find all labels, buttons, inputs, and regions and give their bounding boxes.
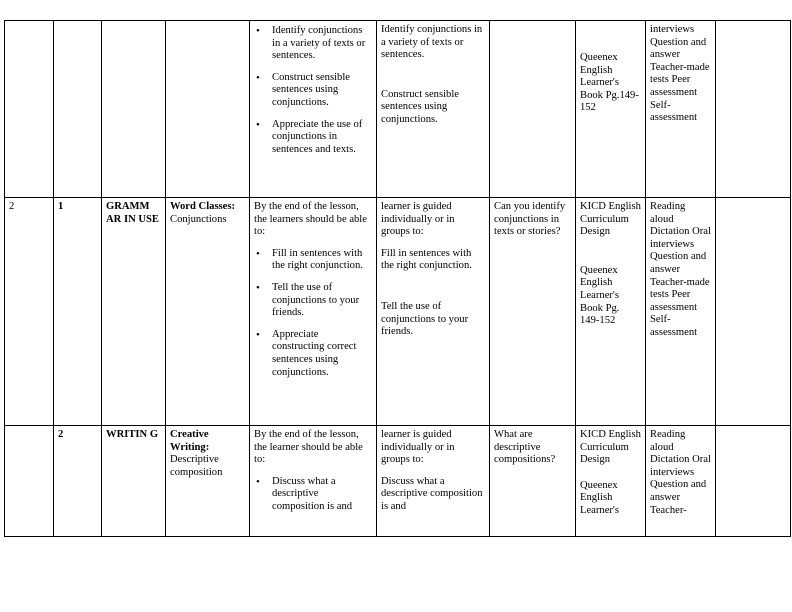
lesson-cell xyxy=(54,21,102,198)
outcomes-intro: By the end of the lesson, the learner should be able to: xyxy=(254,429,363,466)
table-row xyxy=(5,21,791,198)
outcomes-intro: By the end of the lesson, the learners should be able to: xyxy=(254,201,367,238)
strand-cell xyxy=(102,21,166,198)
outcomes-list xyxy=(254,25,372,156)
learning-experiences-cell xyxy=(377,21,490,198)
strand-cell: GRAMM AR IN USE xyxy=(102,198,166,426)
reflection-cell xyxy=(716,426,791,537)
resource-text: Queenex English Learner's xyxy=(580,479,619,516)
resources-cell xyxy=(576,426,646,537)
outcomes-list xyxy=(254,248,372,379)
learning-experiences-cell xyxy=(377,198,490,426)
table-row xyxy=(5,426,791,537)
sub-strand-cell xyxy=(166,198,250,426)
resources-cell xyxy=(576,198,646,426)
inquiry-question-cell xyxy=(490,21,576,198)
experience-text: Identify conjunctions in a variety of texts or sentences. xyxy=(381,24,483,61)
reflection-cell xyxy=(716,198,791,426)
scheme-of-work-table xyxy=(4,20,791,537)
week-cell xyxy=(5,426,54,537)
sub-strand-text: Descriptive composition xyxy=(170,454,223,478)
learning-outcomes-cell xyxy=(250,198,377,426)
experience-text: learner is guided individually or in groups to: xyxy=(381,201,455,238)
list-item: • Construct sensible sentences using conjunctions. xyxy=(272,72,372,110)
experience-text: Tell the use of conjunctions to your friends. xyxy=(381,300,469,338)
resource-text: Queenex English Learner's Book Pg.149-152 xyxy=(580,52,639,114)
list-item: • Appreciate the use of conjunctions in sentences and texts. xyxy=(272,119,372,157)
lesson-cell: 1 xyxy=(54,198,102,426)
list-item: • Tell the use of conjunctions to your friends. xyxy=(272,282,372,320)
experience-text: Construct sensible sentences using conjunctions. xyxy=(381,88,459,125)
learning-outcomes-cell xyxy=(250,21,377,198)
strand-cell: WRITIN G xyxy=(102,426,166,537)
sub-strand-cell xyxy=(166,426,250,537)
outcomes-list xyxy=(254,476,372,514)
assessment-cell: Reading aloud Dictation Oral interviews Question and answer Teacher- xyxy=(646,426,716,537)
resource-text: KICD English Curriculum Design xyxy=(580,429,641,466)
experience-text: Discuss what a descriptive composition is and xyxy=(381,475,483,512)
list-item: • Discuss what a descriptive composition is and xyxy=(272,476,372,514)
reflection-cell xyxy=(716,21,791,198)
resource-text: Queenex English Learner's Book Pg. 149-152 xyxy=(580,264,620,327)
lesson-cell: 2 xyxy=(54,426,102,537)
week-cell xyxy=(5,21,54,198)
sub-strand-text: Conjunctions xyxy=(170,213,227,225)
resources-cell xyxy=(576,21,646,198)
list-item: • Appreciate constructing correct sentences using conjunctions. xyxy=(272,329,372,379)
list-item: • Identify conjunctions in a variety of texts or sentences. xyxy=(272,25,372,63)
sub-strand-title: Word Classes: xyxy=(170,201,236,212)
learning-experiences-cell xyxy=(377,426,490,537)
table-row xyxy=(5,198,791,426)
learning-outcomes-cell xyxy=(250,426,377,537)
sub-strand-cell xyxy=(166,21,250,198)
inquiry-question-cell: What are descriptive compositions? xyxy=(490,426,576,537)
inquiry-question-cell: Can you identify conjunctions in texts or stories? xyxy=(490,198,576,426)
list-item: • Fill in sentences with the right conjunction. xyxy=(272,248,372,273)
sub-strand-title: Creative Writing: xyxy=(170,429,210,453)
experience-text: Fill in sentences with the right conjunction. xyxy=(381,247,472,272)
experience-text: learner is guided individually or in groups to: xyxy=(381,429,455,466)
assessment-cell: interviews Question and answer Teacher-made tests Peer assessment Self-assessment xyxy=(646,21,716,198)
resource-text: KICD English Curriculum Design xyxy=(580,201,641,238)
week-cell: 2 xyxy=(5,198,54,426)
assessment-cell: Reading aloud Dictation Oral interviews Question and answer Teacher-made tests Peer assessment Self-assessment xyxy=(646,198,716,426)
